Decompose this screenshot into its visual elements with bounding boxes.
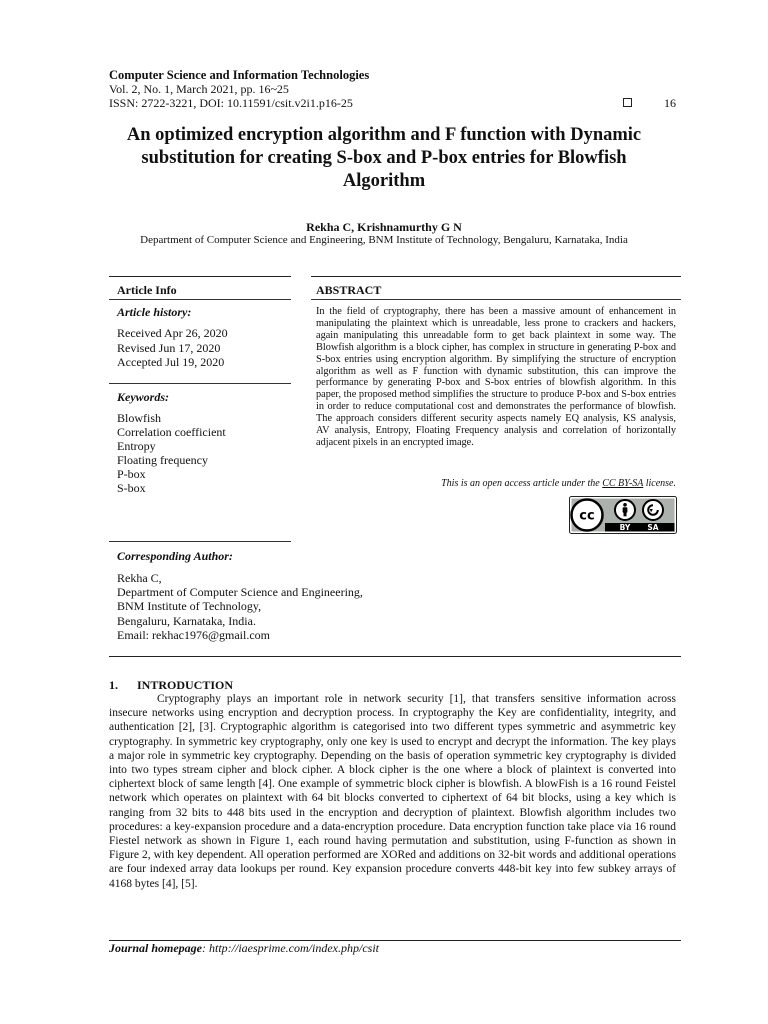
history-received: Received Apr 26, 2020 <box>117 326 228 340</box>
front-matter-bottom-rule <box>109 656 681 657</box>
corresponding-location: Bengaluru, Karnataka, India. <box>117 613 256 628</box>
cc-icon-label: cc <box>579 508 595 524</box>
abstract-text: In the field of cryptography, there has been a massive amount of enhancement in manipulating the plaintext which is unreadable, less prone to crackers and hackers, again manipulating this unreadable form to get back plaintext in some way. The Blowfish algorithm is a block cipher, has complex in structure in generating P-box and S-box entries using encryption algorithm. By simplifying the structure of encryption algorithm as well as F function with dynamic substitution, this can improve the performance by generating P-box and S-box entries of blowfish algorithm. In this paper, the proposed method simplifies the structure to produce P-box and S-box entries in order to reduce computational cost and demonstrates the performance of blowfish. The approach considers different security aspects namely EQ analysis, KS analysis, AV analysis, Entropy, Floating Frequency analysis and correlation of horizontally adjacent pixels in an encrypted image. <box>316 306 676 448</box>
square-icon <box>623 98 632 107</box>
journal-homepage-separator: : <box>202 941 210 955</box>
abstract-sub-rule <box>311 299 681 300</box>
cc-by-sa-badge[interactable] <box>569 496 677 534</box>
corresponding-department: Department of Computer Science and Engineering, <box>117 585 363 600</box>
journal-homepage-label: Journal homepage <box>109 941 203 955</box>
keywords-heading: Keywords: <box>117 390 169 404</box>
license-suffix: license. <box>643 478 676 489</box>
keyword-item: Floating frequency <box>117 453 208 467</box>
corresponding-author-heading: Corresponding Author: <box>117 549 233 563</box>
corresponding-name: Rekha C, <box>117 571 162 585</box>
abstract-top-rule <box>311 276 681 277</box>
journal-name: Computer Science and Information Technologies <box>109 68 370 82</box>
by-label: BY <box>619 523 631 532</box>
license-prefix: This is an open access article under the <box>441 478 603 489</box>
journal-homepage <box>109 941 379 956</box>
license-statement <box>316 478 676 489</box>
journal-issn-doi: ISSN: 2722-3221, DOI: 10.11591/csit.v2i1.p16-25 <box>109 96 353 110</box>
corresponding-email: Email: rekhac1976@gmail.com <box>117 627 271 642</box>
article-info-heading: Article Info <box>117 283 177 297</box>
author-affiliation: Department of Computer Science and Engineering, BNM Institute of Technology, Bengaluru, Karnataka, India <box>140 234 628 246</box>
paper-title: An optimized encryption algorithm and F function with Dynamic substitution for creating S-box and P-box entries for Blowfish Algorithm <box>126 125 642 191</box>
paper-authors: Rekha C, Krishnamurthy G N <box>306 220 462 234</box>
page-number: 16 <box>664 96 676 110</box>
keywords-bottom-rule <box>109 541 291 542</box>
journal-volume: Vol. 2, No. 1, March 2021, pp. 16~25 <box>109 82 289 96</box>
license-link[interactable]: CC BY-SA <box>602 478 644 489</box>
keyword-item: S-box <box>117 481 146 495</box>
article-history-list <box>117 326 228 370</box>
article-history-heading: Article history: <box>117 305 192 319</box>
history-accepted: Accepted Jul 19, 2020 <box>117 355 225 369</box>
history-revised: Revised Jun 17, 2020 <box>117 340 221 355</box>
keyword-item: Blowfish <box>117 411 162 425</box>
corresponding-institute: BNM Institute of Technology, <box>117 599 262 614</box>
article-info-sub-rule <box>109 299 291 300</box>
article-info-top-rule <box>109 276 291 277</box>
corresponding-author-details <box>117 571 363 642</box>
keyword-item: Entropy <box>117 439 156 453</box>
keyword-item: Correlation coefficient <box>117 425 226 439</box>
journal-homepage-link[interactable]: http://iaesprime.com/index.php/csit <box>209 941 379 955</box>
keyword-item: P-box <box>117 467 146 481</box>
share-alike-icon <box>643 500 663 520</box>
sa-label: SA <box>647 523 659 532</box>
introduction-body: Cryptography plays an important role in network security [1], that transfers sensitive information across insecure networks using encryption and decryption process. In cryptography the Key are confidentiality, integrity, and authentication [2], [3]. Cryptographic algorithm is categorised into two different types symmetric and asymmetric key cryptography. In symmetric key cryptography, only one key is used to encrypt and decrypt the information. The key plays a major role in symmetric key cryptography. Depending on the basis of operation symmetric key cryptography is divided into two types stream cipher and block cipher. A block cipher is the one where a block of plaintext is converted into ciphertext block of same length [4]. One example of symmetric block cipher is blowfish. A blowFish is a 16 round Feistel network which operates on plaintext with 64 bit blocks converted to ciphertext of 64 bit blocks, using a key which is ranging from 32 bits to 448 bits used in the encryption and decryption of plaintext. Blowfish algorithm includes two procedures: a key-expansion procedure and a data-encryption procedure. Data encryption function take place via 16 round Fiestel network as shown in Figure 1, each round having permutation and substitution, using F-function as shown in Figure 2, with key dependent. All operation performed are XORed and additions on 32-bit words and additional operations are four indexed array data lookups per round. Key expansion procedure converts 448-bit key into few subkey arrays of 4168 bytes [4], [5]. <box>109 693 676 890</box>
section-title: INTRODUCTION <box>137 678 234 692</box>
history-rule <box>109 383 291 384</box>
abstract-heading: ABSTRACT <box>316 283 382 297</box>
section-number: 1. <box>109 678 118 692</box>
keywords-list <box>117 411 226 495</box>
